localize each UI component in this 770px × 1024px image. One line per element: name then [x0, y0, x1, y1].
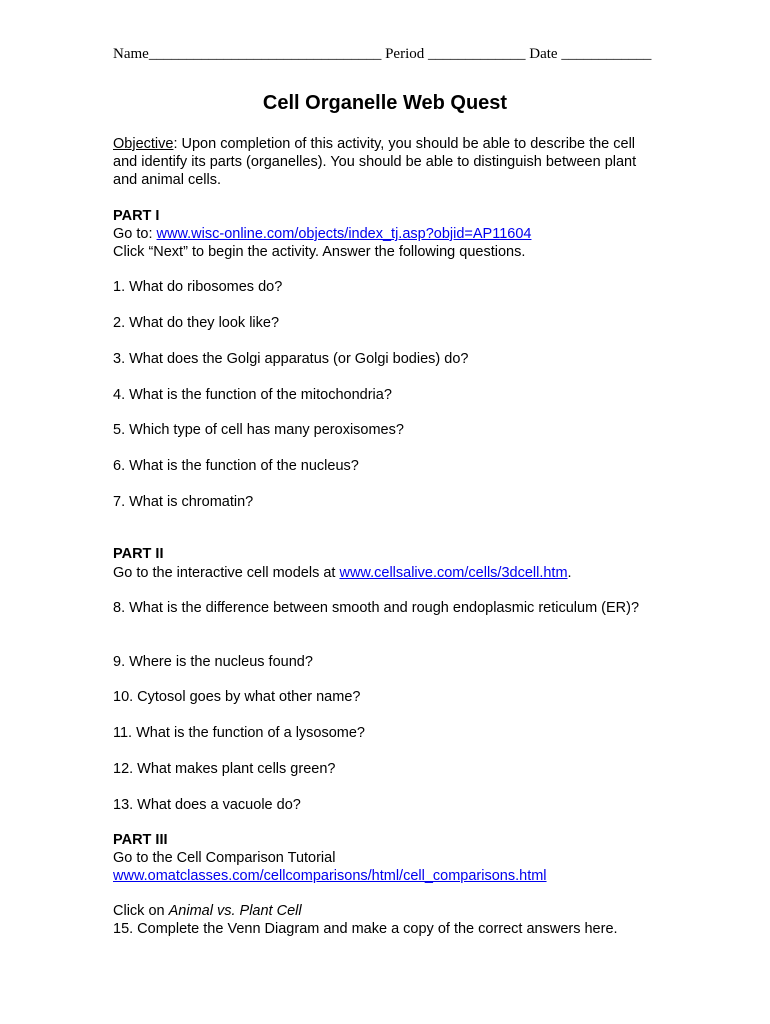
- objective-label: Objective: [113, 136, 174, 152]
- part3-link[interactable]: www.omatclasses.com/cellcomparisons/html/cell_comparisons.html: [113, 868, 547, 884]
- question-10: 10. Cytosol goes by what other name?: [113, 689, 361, 705]
- part2-goto-suffix: .: [567, 565, 572, 581]
- question-5: 5. Which type of cell has many peroxisomes?: [113, 422, 404, 438]
- date-field-label: Date ____________: [529, 46, 652, 62]
- question-11: 11. What is the function of a lysosome?: [113, 725, 366, 741]
- part3-heading: PART III: [113, 832, 168, 848]
- part3-click-prefix: Click on: [113, 903, 169, 919]
- student-info-header: [113, 46, 673, 63]
- part2-goto-line: [113, 564, 658, 582]
- question-3: 3. What does the Golgi apparatus (or Golgi bodies) do?: [113, 351, 469, 367]
- question-9: 9. Where is the nucleus found?: [113, 654, 313, 670]
- page-title: Cell Organelle Web Quest: [262, 92, 508, 114]
- question-8: 8. What is the difference between smooth and rough endoplasmic reticulum (ER)?: [113, 600, 640, 616]
- part3-click-italic: Animal vs. Plant Cell: [168, 903, 302, 919]
- question-6: 6. What is the function of the nucleus?: [113, 458, 359, 474]
- part2-link[interactable]: www.cellsalive.com/cells/3dcell.htm: [339, 565, 568, 581]
- part1-link[interactable]: www.wisc-online.com/objects/index_tj.asp?objid=AP11604: [156, 226, 532, 242]
- name-field-label: Name_______________________________: [113, 46, 382, 62]
- part2-goto-prefix: Go to the interactive cell models at: [113, 565, 340, 581]
- part1-heading: PART I: [113, 208, 160, 224]
- objective-text: : Upon completion of this activity, you should be able to describe the cell and identify its parts (organelles). You should be able to distinguish between plant and animal cells.: [113, 136, 637, 188]
- question-12: 12. What makes plant cells green?: [113, 761, 336, 777]
- period-field-label: Period _____________: [385, 46, 526, 62]
- part2-heading: PART II: [113, 546, 164, 562]
- part3-click-line: [113, 902, 658, 920]
- part1-goto-line: [113, 225, 658, 243]
- part3-goto-text: Go to the Cell Comparison Tutorial: [113, 850, 336, 866]
- question-4: 4. What is the function of the mitochondria?: [113, 387, 392, 403]
- question-2: 2. What do they look like?: [113, 315, 280, 331]
- part3-link-line: [113, 867, 658, 885]
- question-15: 15. Complete the Venn Diagram and make a copy of the correct answers here.: [113, 921, 618, 937]
- question-1: 1. What do ribosomes do?: [113, 279, 283, 295]
- question-13: 13. What does a vacuole do?: [113, 797, 301, 813]
- objective-paragraph: [113, 135, 658, 189]
- question-7: 7. What is chromatin?: [113, 494, 254, 510]
- part1-instruction: Click “Next” to begin the activity. Answer the following questions.: [113, 244, 526, 260]
- part1-goto-prefix: Go to:: [113, 226, 157, 242]
